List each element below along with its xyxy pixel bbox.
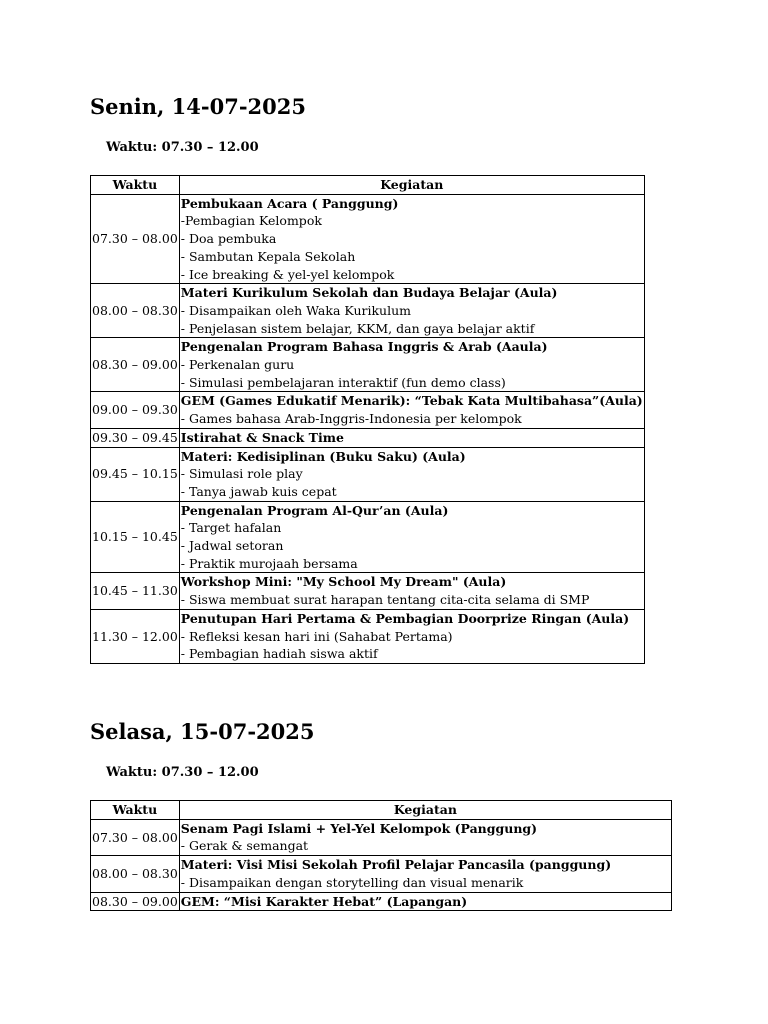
schedule-table: [90, 175, 645, 664]
table-row: [91, 428, 645, 447]
row-time: 08.30 – 09.00: [91, 338, 180, 392]
activity-detail: - Doa pembuka: [180, 231, 277, 247]
row-time: 08.00 – 08.30: [91, 284, 180, 338]
row-activity: [179, 501, 644, 573]
activity-title: Istirahat & Snack Time: [180, 429, 344, 445]
table-header-row: [91, 801, 672, 820]
table-row: [91, 573, 645, 609]
activity-detail: - Sambutan Kepala Sekolah: [180, 248, 356, 264]
day-section-monday: [90, 94, 643, 662]
schedule-table: [90, 800, 672, 911]
activity-title: Materi: Kedisiplinan (Buku Saku) (Aula): [180, 448, 466, 464]
row-time: 10.15 – 10.45: [91, 501, 180, 573]
activity-detail: - Siswa membuat surat harapan tentang cita-cita selama di SMP: [180, 592, 590, 608]
activity-title: GEM: “Misi Karakter Hebat” (Lapangan): [180, 893, 468, 909]
row-activity: [179, 284, 644, 338]
time-range: Waktu: 07.30 – 12.00: [106, 765, 259, 780]
row-time: 08.00 – 08.30: [91, 856, 180, 892]
row-activity: [179, 447, 644, 501]
row-time: 09.30 – 09.45: [91, 428, 180, 447]
table-row: [91, 819, 672, 855]
row-time: 09.45 – 10.15: [91, 447, 180, 501]
activity-detail: -Pembagian Kelompok: [180, 213, 322, 229]
table-row: [91, 338, 645, 392]
header-activity: Kegiatan: [179, 801, 671, 820]
activity-detail: - Target hafalan: [180, 520, 282, 536]
row-activity: [179, 392, 644, 428]
row-activity: [179, 609, 644, 663]
row-activity: [179, 428, 644, 447]
table-row: [91, 501, 645, 573]
row-time: 09.00 – 09.30: [91, 392, 180, 428]
table-header-row: [91, 176, 645, 195]
activity-detail: - Penjelasan sistem belajar, KKM, dan gaya belajar aktif: [180, 320, 535, 336]
activity-title: Penutupan Hari Pertama & Pembagian Doorprize Ringan (Aula): [180, 610, 630, 626]
activity-detail: - Tanya jawab kuis cepat: [180, 483, 337, 499]
row-activity: [179, 892, 671, 911]
table-row: [91, 284, 645, 338]
time-range: Waktu: 07.30 – 12.00: [106, 140, 259, 155]
table-row: [91, 194, 645, 284]
row-time: 07.30 – 08.00: [91, 194, 180, 284]
activity-detail: - Perkenalan guru: [180, 357, 295, 373]
row-time: 11.30 – 12.00: [91, 609, 180, 663]
header-activity: Kegiatan: [179, 176, 644, 195]
row-time: 07.30 – 08.00: [91, 819, 180, 855]
table-row: [91, 892, 672, 911]
activity-detail: - Games bahasa Arab-Inggris-Indonesia per kelompok: [180, 411, 522, 427]
activity-title: Workshop Mini: "My School My Dream" (Aula): [180, 574, 507, 590]
header-time: Waktu: [91, 801, 180, 820]
activity-detail: - Pembagian hadiah siswa aktif: [180, 646, 378, 662]
activity-detail: - Simulasi role play: [180, 466, 303, 482]
table-row: [91, 447, 645, 501]
table-row: [91, 609, 645, 663]
activity-title: GEM (Games Edukatif Menarik): “Tebak Kata Multibahasa”(Aula): [180, 393, 643, 409]
activity-detail: - Refleksi kesan hari ini (Sahabat Pertama): [180, 628, 453, 644]
activity-detail: - Disampaikan dengan storytelling dan visual menarik: [180, 874, 524, 890]
activity-detail: - Jadwal setoran: [180, 538, 284, 554]
activity-title: Pengenalan Program Bahasa Inggris & Arab (Aaula): [180, 339, 548, 355]
row-activity: [179, 573, 644, 609]
activity-title: Senam Pagi Islami + Yel-Yel Kelompok (Panggung): [180, 820, 538, 836]
day-title: Senin, 14-07-2025: [90, 94, 306, 119]
activity-title: Pengenalan Program Al-Qur’an (Aula): [180, 502, 449, 518]
activity-title: Materi: Visi Misi Sekolah Profil Pelajar Pancasila (panggung): [180, 857, 612, 873]
table-row: [91, 856, 672, 892]
row-time: 08.30 – 09.00: [91, 892, 180, 911]
row-activity: [179, 338, 644, 392]
day-section-tuesday: [90, 719, 612, 909]
row-activity: [179, 819, 671, 855]
activity-detail: - Gerak & semangat: [180, 838, 309, 854]
row-activity: [179, 194, 644, 284]
header-time: Waktu: [91, 176, 180, 195]
day-title: Selasa, 15-07-2025: [90, 719, 315, 744]
activity-detail: - Praktik murojaah bersama: [180, 555, 358, 571]
activity-detail: - Simulasi pembelajaran interaktif (fun demo class): [180, 374, 506, 390]
activity-detail: - Disampaikan oleh Waka Kurikulum: [180, 302, 411, 318]
row-activity: [179, 856, 671, 892]
activity-title: Pembukaan Acara ( Panggung): [180, 195, 399, 211]
activity-title: Materi Kurikulum Sekolah dan Budaya Belajar (Aula): [180, 285, 558, 301]
activity-detail: - Ice breaking & yel-yel kelompok: [180, 266, 395, 282]
table-row: [91, 392, 645, 428]
row-time: 10.45 – 11.30: [91, 573, 180, 609]
